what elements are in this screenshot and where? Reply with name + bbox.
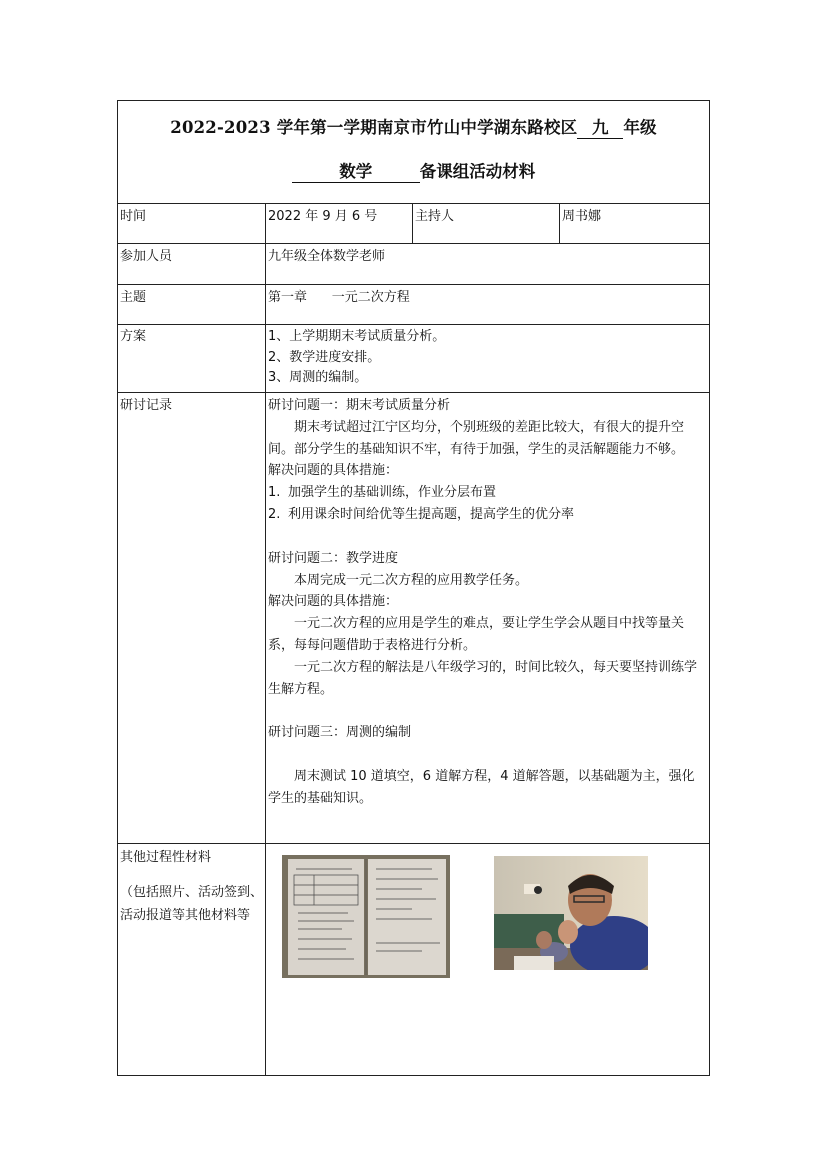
other-materials-label [118, 844, 266, 1075]
record-content [266, 393, 709, 843]
record-label: 研讨记录 [118, 393, 266, 843]
q2-measures-title: 解决问题的具体措施： [268, 594, 399, 610]
q2-measure-1: 一元二次方程的应用是学生的难点，要让学生学会从题目中找等量关系，每每问题借助于表格进行分析。 [268, 616, 685, 653]
plan-item: 1、上学期期末考试质量分析。 [268, 329, 446, 344]
measure-text: 加强学生的基础训练，作业分层布置 [288, 485, 497, 501]
meeting-photo [494, 856, 648, 970]
spacer [268, 744, 707, 766]
q1-measures-title: 解决问题的具体措施： [268, 463, 399, 479]
participants-row [118, 244, 709, 285]
measure-number: 2. [268, 506, 281, 522]
q1-text: 期末考试超过江宁区均分，个别班级的差距比较大，有很大的提升空间。部分学生的基础知识不牢，有待于加强，学生的灵活解题能力不够。 [268, 419, 685, 457]
title-line-1 [118, 114, 709, 139]
date-value: 2022 年 9 月 6 号 [266, 204, 413, 243]
title-line-2 [118, 158, 709, 183]
plan-label: 方案 [118, 325, 266, 392]
time-label: 时间 [118, 204, 266, 243]
plan-row [118, 325, 709, 393]
notebook-photo [282, 855, 450, 978]
other-materials-row [118, 844, 709, 1075]
title-grade-suffix: 年级 [623, 118, 657, 137]
host-value: 周书娜 [562, 209, 602, 224]
q3-title: 研讨问题三：周测的编制 [268, 725, 412, 741]
plan-item: 2、教学进度安排。 [268, 349, 381, 365]
plan-item: 3、周测的编制。 [268, 370, 368, 385]
title-group: 备课组活动材料 [419, 162, 536, 181]
measure-number: 1. [268, 485, 281, 501]
q2-title: 研讨问题二：教学进度 [268, 550, 399, 566]
activity-record-form [117, 100, 710, 1076]
participants-label: 参加人员 [118, 244, 266, 284]
spacer [268, 526, 707, 548]
participants-value: 九年级全体数学老师 [268, 249, 386, 264]
topic-label: 主题 [118, 285, 266, 324]
q1-measure-2 [268, 504, 707, 526]
topic-value: 第一章 一元二次方程 [268, 290, 410, 305]
plan-list [266, 325, 709, 392]
measure-text: 利用课余时间给优等生提高题，提高学生的优分率 [288, 506, 575, 522]
host-label: 主持人 [413, 204, 560, 243]
title-grade: 九 [577, 114, 623, 139]
q2-measure-2: 一元二次方程的解法是八年级学习的，时间比较久，每天要坚持训练学生解方程。 [268, 659, 698, 697]
other-title: 其他过程性材料 [120, 850, 212, 865]
q1-title: 研讨问题一：期末考试质量分析 [268, 398, 451, 413]
q2-text: 本周完成一元二次方程的应用教学任务。 [294, 572, 529, 588]
title-school: 2022-2023 学年第一学期南京市竹山中学湖东路校区 [170, 118, 578, 137]
q3-text: 周末测试 10 道填空，6 道解方程，4 道解答题，以基础题为主，强化学生的基础知识。 [268, 769, 695, 806]
q1-measure-1 [268, 482, 707, 504]
time-row [118, 204, 709, 244]
form-title [118, 101, 709, 204]
photo-area [266, 844, 709, 1075]
other-note: （包括照片、活动签到、活动报道等其他材料等 [120, 885, 264, 923]
spacer [268, 700, 707, 722]
topic-row [118, 285, 709, 325]
record-row [118, 393, 709, 844]
title-subject: 数学 [292, 158, 420, 183]
